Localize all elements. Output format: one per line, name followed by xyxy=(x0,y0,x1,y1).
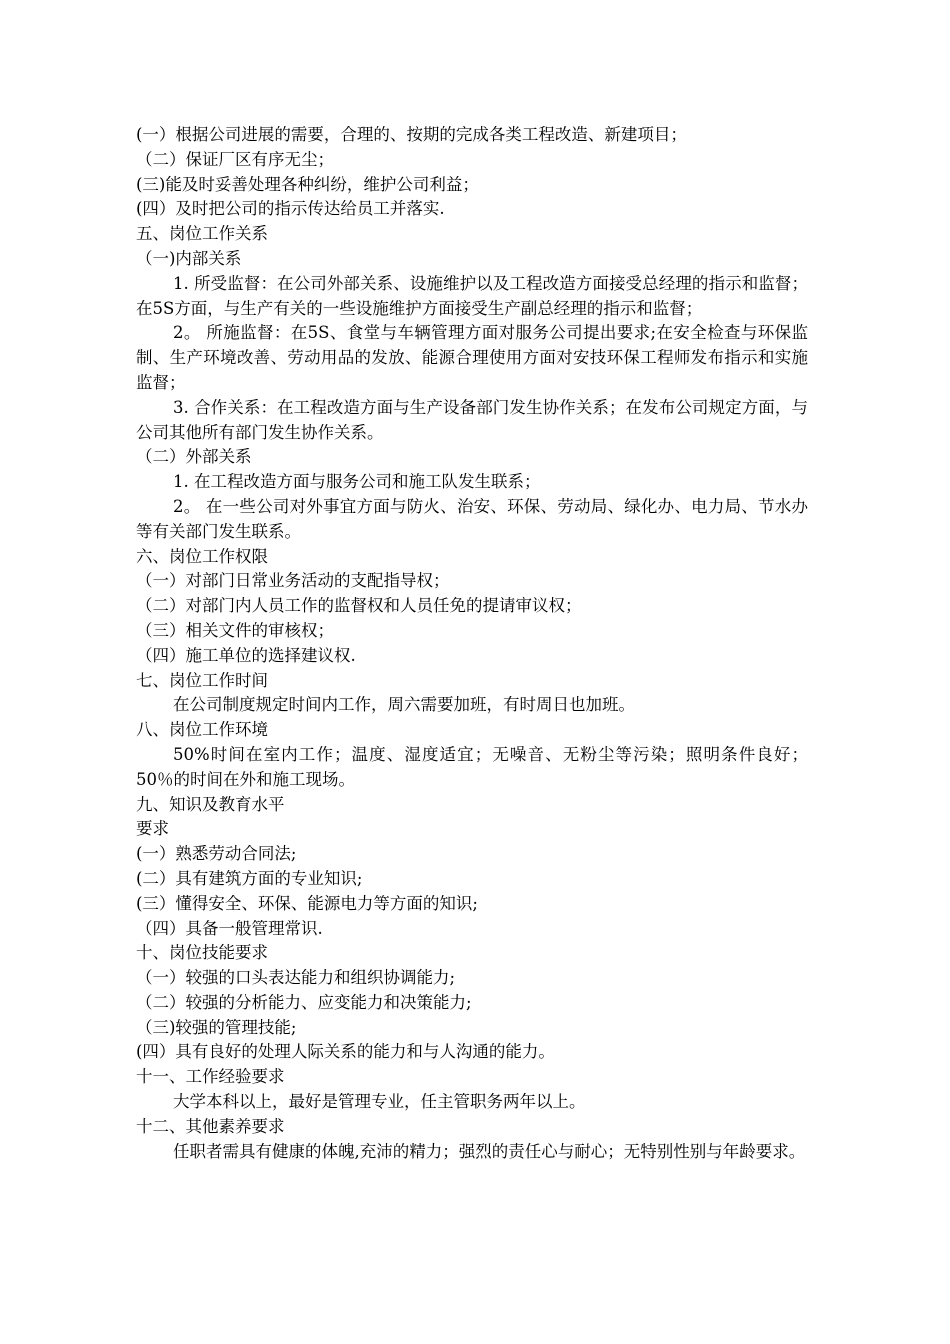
text-line: 十一、工作经验要求 xyxy=(136,1067,285,1087)
text-line: （一）较强的口头表达能力和组织协调能力; xyxy=(136,968,456,988)
text-line: 九、知识及教育水平 xyxy=(136,794,285,814)
body-paragraph: 1. 在工程改造方面与服务公司和施工队发生联系； xyxy=(173,472,541,492)
document-body xyxy=(136,123,808,1164)
text-line: （一）对部门日常业务活动的支配指导权； xyxy=(136,571,450,591)
text-line: (一）熟悉劳动合同法; xyxy=(136,844,297,864)
text-line: (三)能及时妥善处理各种纠纷，维护公司利益； xyxy=(136,174,479,194)
body-paragraph: 2。 所施监督：在5S、食堂与车辆管理方面对服务公司提出要求;在安全检查与环保监制、生产环境改善、劳动用品的发放、能源合理使用方面对安技环保工程师发布指示和实施监督； xyxy=(136,323,808,392)
text-line: 十、岗位技能要求 xyxy=(136,943,268,963)
text-line: （二）外部关系 xyxy=(136,447,252,467)
text-line: (一）根据公司进展的需要，合理的、按期的完成各类工程改造、新建项目； xyxy=(136,125,687,144)
text-line: 五、岗位工作关系 xyxy=(136,224,268,244)
text-line: （四）施工单位的选择建议权. xyxy=(136,645,356,665)
body-paragraph: 50%时间在室内工作；温度、湿度适宜；无噪音、无粉尘等污染；照明条件良好；50％的时间在外和施工现场。 xyxy=(136,744,808,789)
body-paragraph: 任职者需具有健康的体魄,充沛的精力；强烈的责任心与耐心；无特别性别与年龄要求。 xyxy=(173,1141,806,1161)
body-paragraph: 2。 在一些公司对外事宜方面与防火、治安、环保、劳动局、绿化办、电力局、节水办等有关部门发生联系。 xyxy=(136,496,808,541)
text-line: 七、岗位工作时间 xyxy=(136,670,268,690)
text-line: （三）相关文件的审核权； xyxy=(136,620,334,640)
text-line: （二）对部门内人员工作的监督权和人员任免的提请审议权； xyxy=(136,596,582,616)
text-line: （二）较强的分析能力、应变能力和决策能力; xyxy=(136,992,472,1012)
text-line: 要求 xyxy=(136,819,169,839)
body-paragraph: 1. 所受监督：在公司外部关系、设施维护以及工程改造方面接受总经理的指示和监督；在5S方面，与生产有关的一些设施维护方面接受生产副总经理的指示和监督； xyxy=(136,273,808,318)
text-line: 六、岗位工作权限 xyxy=(136,546,268,566)
text-line: (二）具有建筑方面的专业知识; xyxy=(136,868,363,888)
body-paragraph: 3. 合作关系：在工程改造方面与生产设备部门发生协作关系；在发布公司规定方面，与公司其他所有部门发生协作关系。 xyxy=(136,397,808,442)
text-line: 八、岗位工作环境 xyxy=(136,720,268,740)
text-line: （三)较强的管理技能; xyxy=(136,1017,297,1037)
text-line: (四）及时把公司的指示传达给员工并落实. xyxy=(136,199,445,219)
text-line: 十二、其他素养要求 xyxy=(136,1116,285,1136)
text-line: (四）具有良好的处理人际关系的能力和与人沟通的能力。 xyxy=(136,1042,555,1062)
text-line: （四）具备一般管理常识. xyxy=(136,918,323,938)
body-paragraph: 在公司制度规定时间内工作，周六需要加班，有时周日也加班。 xyxy=(173,695,635,715)
body-paragraph: 大学本科以上，最好是管理专业，任主管职务两年以上。 xyxy=(173,1092,586,1112)
text-line: (三）懂得安全、环保、能源电力等方面的知识; xyxy=(136,893,478,913)
text-line: （一)内部关系 xyxy=(136,248,242,268)
text-line: （二）保证厂区有序无尘； xyxy=(136,149,334,169)
